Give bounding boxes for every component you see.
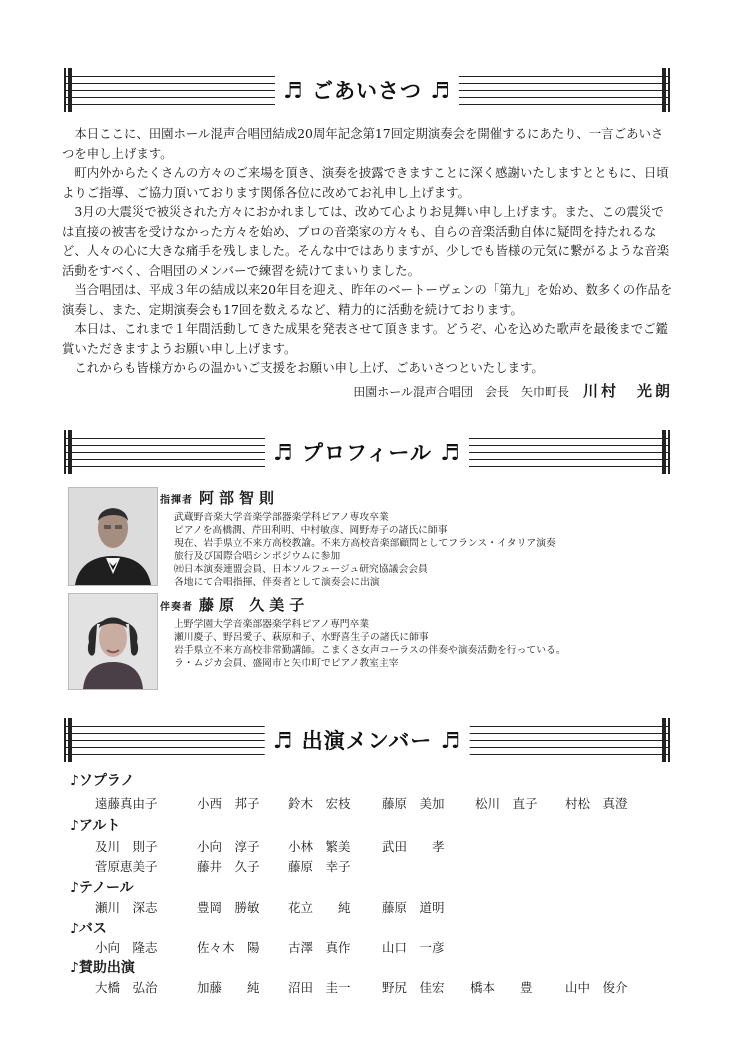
member-name: 遠藤真由子 [95, 796, 158, 811]
members-header [64, 718, 670, 762]
member-name: 藤井 久子 [197, 859, 260, 874]
greeting-paragraph: 当合唱団は、平成３年の結成以来20年目を迎え、昨年のベートーヴェンの「第九」を始め、数多くの作品を演奏し、また、定期演奏会も17回を数えるなど、精力的に活動を続けております。 [62, 282, 673, 317]
person-name: 藤原 久美子 [199, 596, 310, 614]
part-heading-alto: ♪アルト [70, 818, 121, 834]
profile-line: 現在、岩手県立不来方高校教諭。不来方高校音楽部顧問としてフランス・イタリア演奏 [174, 538, 556, 550]
profile-line: 武蔵野音楽大学音楽学部器楽学科ピアノ専攻卒業 [174, 512, 389, 523]
greeting-paragraph: 本日ここに、田園ホール混声合唱団結成20周年記念第17回定期演奏会を開催するにあたり、一言ごあいさつを申し上げます。 [62, 126, 664, 161]
member-name: 瀬川 深志 [95, 900, 158, 915]
member-name: 鈴木 宏枝 [288, 796, 351, 811]
role-label: 伴奏者 [160, 602, 193, 613]
member-name: 橋本 豊 [470, 980, 533, 995]
profile-line: 上野学園大学音楽部器楽学科ピアノ専門卒業 [174, 619, 370, 630]
conductor-photo [68, 487, 158, 586]
member-name: 藤原 幸子 [288, 859, 351, 874]
part-heading-bass: ♪バス [70, 921, 107, 937]
section-title: ごあいさつ [312, 79, 422, 103]
signature-name: 川村 光朗 [582, 382, 673, 400]
profile-line: ㈳日本演奏連盟会員、日本ソルフェージュ研究協議会会員 [174, 564, 428, 576]
member-name: 加藤 純 [197, 980, 260, 995]
music-note-icon: ♬ [440, 729, 462, 754]
profile-line: 岩手県立不来方高校非常勤講師。こまくさ女声コーラスの伴奏や演奏活動を行っている。 [174, 645, 566, 657]
member-name: 小向 隆志 [95, 940, 158, 955]
profile-header [64, 430, 670, 474]
greeting-text [62, 124, 674, 378]
profile-line: ラ・ムジカ会員、盛岡市と矢巾町でピアノ教室主宰 [174, 658, 399, 670]
member-name: 豊岡 勝敏 [197, 900, 260, 915]
member-name: 松川 直子 [475, 796, 538, 811]
member-name: 佐々木 陽 [197, 940, 260, 955]
member-name: 及川 則子 [95, 839, 158, 854]
greeting-paragraph: これからも皆様方からの温かいご支援をお願い申し上げ、ごあいさつといたします。 [74, 360, 544, 375]
signature-org: 田園ホール混声合唱団 会長 矢巾町長 [353, 385, 569, 399]
music-note-icon: ♬ [430, 79, 452, 104]
section-title: プロフィール [302, 441, 432, 465]
member-name: 大橋 弘治 [95, 980, 158, 995]
greeting-header [64, 68, 670, 112]
member-name: 村松 真澄 [565, 796, 628, 811]
member-name: 古澤 真作 [288, 940, 351, 955]
part-heading-guest: ♪賛助出演 [70, 960, 135, 976]
member-name: 小向 淳子 [197, 839, 260, 854]
member-name: 藤原 美加 [382, 796, 445, 811]
member-name: 藤原 道明 [382, 900, 445, 915]
accompanist-profile [160, 594, 680, 670]
person-name: 阿部智則 [199, 489, 280, 507]
member-name: 花立 純 [288, 900, 351, 915]
part-heading-tenor: ♪テノール [70, 880, 134, 896]
music-note-icon: ♬ [282, 79, 304, 104]
member-name: 沼田 圭一 [288, 980, 351, 995]
member-name: 野尻 佳宏 [382, 980, 445, 995]
part-heading-soprano: ♪ソプラノ [70, 773, 135, 789]
music-note-icon: ♬ [440, 441, 461, 466]
music-note-icon: ♬ [272, 729, 294, 754]
member-name: 小林 繁美 [288, 839, 351, 854]
member-name: 武田 孝 [382, 839, 445, 854]
profile-line: 旅行及び国際合唱シンポジウムに参加 [174, 551, 341, 563]
member-name: 菅原恵美子 [95, 859, 158, 874]
profile-line: ピアノを高橋潤、芹田利明、中村敏彦、岡野寿子の諸氏に師事 [174, 525, 448, 537]
greeting-paragraph: 町内外からたくさんの方々のご来場を頂き、演奏を披露できますことに深く感謝いたしますとともに、日頃よりご指導、ご協力頂いております関係各位に改めてお礼申し上げます。 [62, 165, 669, 200]
section-title: 出演メンバー [301, 729, 433, 753]
role-label: 指揮者 [160, 495, 193, 506]
member-name: 山口 一彦 [382, 940, 445, 955]
member-name: 山中 俊介 [565, 980, 628, 995]
profile-line: 各地にて合唱指揮、伴奏者として演奏会に出演 [174, 577, 380, 589]
greeting-paragraph: 3月の大震災で被災された方々におかれましては、改めて心よりお見舞い申し上げます。また、この震災では直接の被害を受けなかった方々を始め、プロの音楽家の方々も、自らの音楽活動自体に疑問を持たれるなど、人々の心に大きな痛手を残しました。そんな中ではありますが、少しでも皆様の元気に繋がるような音楽活動をすべく、合唱団のメンバーで練習を続けてまいりました。 [62, 204, 670, 278]
accompanist-photo [68, 593, 158, 690]
conductor-profile [160, 487, 680, 590]
member-name: 小西 邦子 [197, 796, 260, 811]
profile-line: 瀬川慶子、野呂愛子、萩原和子、水野喜生子の諸氏に師事 [174, 632, 429, 644]
signature [353, 380, 673, 401]
music-note-icon: ♬ [273, 441, 294, 466]
greeting-paragraph: 本日は、これまで１年間活動してきた成果を発表させて頂きます。どうぞ、心を込めた歌声を最後までご鑑賞いただきますようお願い申し上げます。 [62, 321, 668, 356]
